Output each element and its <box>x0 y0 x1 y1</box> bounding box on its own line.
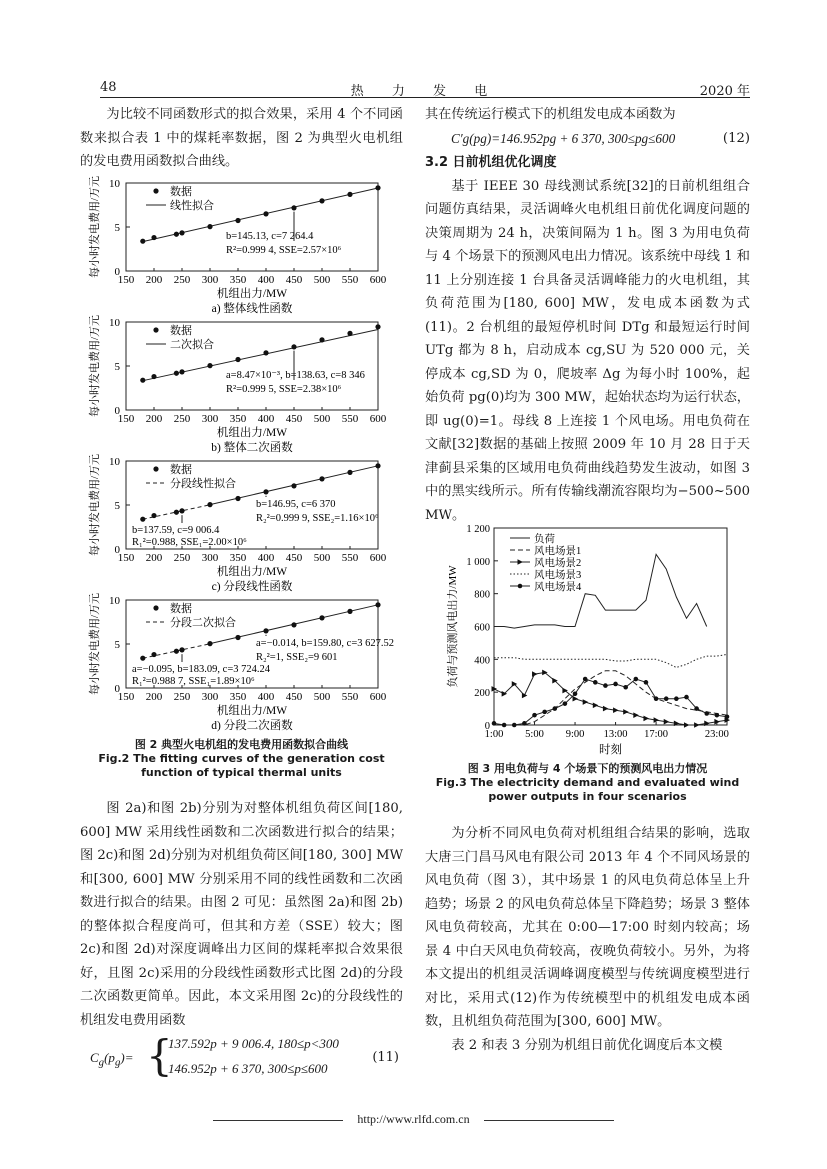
plot-frame <box>494 528 727 725</box>
legend-marker <box>153 188 158 193</box>
y-tick-label: 1 000 <box>466 556 490 568</box>
data-point <box>291 344 296 349</box>
y-tick-label: 1 200 <box>466 524 490 535</box>
data-point <box>235 357 240 362</box>
data-point <box>704 711 709 716</box>
data-point <box>603 683 608 688</box>
equation-12 <box>425 127 750 151</box>
data-point <box>725 714 730 719</box>
fit-params-seg2: b=146.95, c=6 370 <box>256 499 336 510</box>
data-point <box>151 235 156 240</box>
right-para2: 为分析不同风电负荷对机组组合结果的影响，选取大唐三门昌马风电有限公司 2013 年 4 个不同风场景的风电负荷（图 3），其中场景 1 的风电负荷总体呈上升趋势；场景 2 的风电负荷总体呈下降趋势；场景 3 整体风电负荷较高，尤其在 0:00—17:00 时刻内较高；场景 4 中白天风电负荷较高，夜晚负荷较小。另外，为将本文提出的机组灵活调峰调度模型与传统调度模型进行对比，采用式(12)作为传统模型中的机组发电成本函数，且机组负荷范围为[300, 600] MW。 <box>425 826 750 1029</box>
eq12-text: C′g(pg)=146.952pg + 6 370, 300≤pg≤600 <box>451 130 676 146</box>
data-point <box>593 680 598 685</box>
legend-line-label: 二次拟合 <box>170 339 214 351</box>
x-tick-label: 350 <box>229 274 247 286</box>
x-tick-label: 150 <box>117 691 135 703</box>
legend-marker <box>153 466 158 471</box>
x-tick-label: 450 <box>285 552 303 564</box>
x-tick-label: 9:00 <box>565 729 585 740</box>
data-point <box>375 602 380 607</box>
footer-rule-left <box>213 1120 343 1121</box>
data-point <box>291 622 296 627</box>
data-point <box>140 378 145 383</box>
fit-params-seg2: a=−0.014, b=159.80, c=3 627.52 <box>256 638 395 649</box>
y-tick-label: 5 <box>114 500 120 512</box>
data-point <box>207 363 212 368</box>
y-tick-label: 200 <box>474 688 490 700</box>
data-point <box>623 709 629 715</box>
data-point <box>319 476 324 481</box>
data-point <box>174 510 179 515</box>
x-tick-label: 1:00 <box>484 729 504 740</box>
data-point <box>573 696 579 702</box>
legend-label: 风电场景3 <box>534 570 582 581</box>
data-point <box>319 615 324 620</box>
data-point <box>375 463 380 468</box>
fig2-subplots <box>78 175 408 735</box>
subplot-2 <box>87 315 387 454</box>
data-point <box>347 470 352 475</box>
subplot-3 <box>87 454 387 593</box>
y-axis-label: 每小时发电费用/万元 <box>89 453 101 557</box>
x-axis-label: 机组出力/MW <box>216 427 288 439</box>
y-tick-label: 600 <box>474 622 490 634</box>
data-point <box>207 502 212 507</box>
fig3-caption-en: Fig.3 The electricity demand and evaluated wind power outputs in four scenarios <box>435 776 740 803</box>
legend-marker <box>518 559 524 565</box>
legend-label: 风电场景2 <box>534 558 582 569</box>
legend-line-label: 线性拟合 <box>170 200 214 212</box>
subplot-1 <box>87 176 387 315</box>
data-point <box>694 706 699 711</box>
data-point <box>634 677 639 682</box>
data-point <box>291 205 296 210</box>
y-tick-label: 10 <box>109 456 120 468</box>
data-point <box>633 712 639 718</box>
data-point <box>140 656 145 661</box>
data-point <box>263 628 268 633</box>
legend-line-label: 分段线性拟合 <box>170 478 236 490</box>
data-point <box>235 218 240 223</box>
data-point <box>263 489 268 494</box>
y-tick-label: 0 <box>484 721 490 732</box>
fig2-caption-en: Fig.2 The fitting curves of the generation cost function of typical thermal units <box>98 752 385 779</box>
fig3-chart <box>442 520 737 760</box>
x-axis-label: 时刻 <box>599 744 622 756</box>
fit-stats-seg2: R₂²=0.999 9, SSE₂=1.16×10⁶ <box>256 513 379 524</box>
fig3-caption <box>425 762 750 804</box>
fit-stats: R²=0.999 4, SSE=2.57×10⁶ <box>226 245 342 256</box>
data-point <box>502 723 507 728</box>
data-point <box>664 696 669 701</box>
data-point <box>532 713 537 718</box>
legend-label: 风电场景1 <box>534 546 582 557</box>
data-point <box>542 710 547 715</box>
page-number: 48 <box>100 80 117 95</box>
x-tick-label: 200 <box>145 691 163 703</box>
x-axis-label: 机组出力/MW <box>216 288 288 300</box>
x-tick-label: 300 <box>201 552 219 564</box>
subplot-caption: c) 分段线性函数 <box>211 581 293 593</box>
intro-paragraph: 为比较不同函数形式的拟合效果，采用 4 个不同函数来拟合表 1 中的煤耗率数据，图 2 为典型火电机组的发电费用函数拟合曲线。 <box>80 107 403 169</box>
x-tick-label: 250 <box>173 691 191 703</box>
legend-points-label: 数据 <box>170 603 192 615</box>
legend-marker <box>518 584 523 589</box>
data-point <box>179 369 184 374</box>
data-point <box>552 706 557 711</box>
data-point <box>644 680 649 685</box>
eq11-line1: 137.592p + 9 006.4, 180≤p<300 <box>168 1036 339 1051</box>
footer <box>0 1112 827 1127</box>
x-axis-label: 机组出力/MW <box>216 566 288 578</box>
x-tick-label: 23:00 <box>704 729 729 740</box>
fit-stats-seg1: R₁²=0.988, SSE₁=2.00×10⁶ <box>132 537 247 548</box>
right-para2-block <box>425 822 750 1057</box>
data-point <box>583 677 588 682</box>
x-tick-label: 200 <box>145 274 163 286</box>
data-point <box>492 721 497 726</box>
y-tick-label: 0 <box>114 544 120 556</box>
legend-line-label: 分段二次拟合 <box>170 617 236 629</box>
data-point <box>715 713 720 718</box>
x-tick-label: 450 <box>285 413 303 425</box>
legend-points-label: 数据 <box>170 325 192 337</box>
legend-points-label: 数据 <box>170 186 192 198</box>
y-tick-label: 5 <box>114 222 120 234</box>
data-point <box>207 224 212 229</box>
x-tick-label: 500 <box>313 274 331 286</box>
fit-params-seg1: a=−0.095, b=183.09, c=3 724.24 <box>132 664 271 675</box>
section-title: 3.2 日前机组优化调度 <box>425 154 557 170</box>
data-point <box>532 671 538 677</box>
y-tick-label: 5 <box>114 361 120 373</box>
x-axis-label: 机组出力/MW <box>216 705 288 717</box>
x-tick-label: 150 <box>117 413 135 425</box>
y-tick-label: 0 <box>114 405 120 417</box>
series-line-0 <box>494 554 707 628</box>
data-point <box>512 723 517 728</box>
page-header <box>100 80 750 98</box>
data-point <box>684 695 689 700</box>
x-tick-label: 500 <box>313 413 331 425</box>
series-line-1 <box>494 671 727 725</box>
plot-frame <box>126 322 378 410</box>
eq11-brace: { <box>146 1031 173 1080</box>
y-axis-label: 每小时发电费用/万元 <box>89 314 101 418</box>
footer-rule-right <box>484 1120 614 1121</box>
data-point <box>174 371 179 376</box>
data-point <box>174 232 179 237</box>
legend-label: 负荷 <box>534 534 555 545</box>
x-tick-label: 350 <box>229 552 247 564</box>
x-tick-label: 400 <box>257 413 275 425</box>
x-tick-label: 400 <box>257 691 275 703</box>
x-tick-label: 250 <box>173 413 191 425</box>
data-point <box>207 641 212 646</box>
y-tick-label: 5 <box>114 639 120 651</box>
data-point <box>347 331 352 336</box>
x-tick-label: 350 <box>229 691 247 703</box>
x-tick-label: 500 <box>313 552 331 564</box>
footer-url: http://www.rlfd.com.cn <box>357 1112 470 1126</box>
data-point <box>375 185 380 190</box>
x-tick-label: 300 <box>201 274 219 286</box>
fig2-caption <box>80 738 403 780</box>
data-point <box>593 703 599 709</box>
x-tick-label: 17:00 <box>644 729 669 740</box>
equation-11 <box>80 1032 403 1084</box>
y-tick-label: 10 <box>109 178 120 190</box>
x-tick-label: 600 <box>369 552 387 564</box>
fig3-caption-cn: 图 3 用电负荷与 4 个场景下的预测风电出力情况 <box>467 762 708 775</box>
y-tick-label: 10 <box>109 595 120 607</box>
y-axis-label: 负荷与预测风电出力/MW <box>447 565 459 688</box>
legend-label: 风电场景4 <box>534 582 582 593</box>
y-tick-label: 10 <box>109 317 120 329</box>
right-intro: 其在传统运行模式下的机组发电成本函数为 <box>425 107 676 122</box>
data-point <box>174 649 179 654</box>
year-label: 2020 年 <box>699 84 750 99</box>
journal-title: 热 力 发 电 <box>350 84 500 99</box>
left-para2: 图 2a)和图 2b)分别为对整体机组负荷区间[180, 600] MW 采用线性函数和二次函数进行拟合的结果；图 2c)和图 2d)分别为对机组负荷区间[180, 300] MW 和[300, 600] MW 分别采用不同的线性函数和二次函数进行拟合的结果。由图 2 可见：虽然图 2a)和图 2b)的整体拟合程度尚可，但其和方差（SSE）较大；图 2c)和图 2d)对深度调峰出力区间的煤耗率拟合效果很好，且图 2c)采用的分段线性函数形式比图 2d)的分段二次函数更简单。因此，本文采用图 2c)的分段线性的机组发电费用函数 <box>80 801 403 1028</box>
data-point <box>664 719 670 725</box>
data-point <box>151 374 156 379</box>
data-point <box>522 693 528 699</box>
subplot-4 <box>87 593 394 732</box>
x-tick-label: 150 <box>117 274 135 286</box>
x-tick-label: 250 <box>173 552 191 564</box>
data-point <box>694 722 700 728</box>
x-tick-label: 450 <box>285 274 303 286</box>
subplot-caption: b) 整体二次函数 <box>211 442 293 454</box>
x-tick-label: 550 <box>341 413 359 425</box>
eq12-number: (12) <box>722 130 750 146</box>
left-para2-block <box>80 797 403 1032</box>
series-line-3 <box>494 654 727 667</box>
y-axis-label: 每小时发电费用/万元 <box>89 592 101 696</box>
x-tick-label: 600 <box>369 274 387 286</box>
data-point <box>613 707 619 713</box>
data-point <box>583 699 589 705</box>
x-tick-label: 300 <box>201 413 219 425</box>
fig2-caption-cn: 图 2 典型火电机组的发电费用函数拟合曲线 <box>134 738 349 751</box>
fit-params-seg1: b=137.59, c=9 006.4 <box>132 525 220 536</box>
y-tick-label: 800 <box>474 589 490 601</box>
data-point <box>235 635 240 640</box>
x-tick-label: 300 <box>201 691 219 703</box>
eq11-line2: 146.952p + 6 370, 300≤p≤600 <box>168 1061 328 1076</box>
eq11-lhs: $C_g(p_g)=$ <box>90 1050 134 1069</box>
data-point <box>573 692 578 697</box>
y-tick-label: 0 <box>114 266 120 278</box>
eq11-number: (11) <box>372 1050 399 1065</box>
x-tick-label: 400 <box>257 274 275 286</box>
x-tick-label: 500 <box>313 691 331 703</box>
x-tick-label: 250 <box>173 274 191 286</box>
x-tick-label: 550 <box>341 552 359 564</box>
x-tick-label: 350 <box>229 413 247 425</box>
data-point <box>291 483 296 488</box>
x-tick-label: 600 <box>369 691 387 703</box>
subplot-caption: a) 整体线性函数 <box>211 303 293 315</box>
data-point <box>151 513 156 518</box>
data-point <box>623 685 628 690</box>
data-point <box>522 721 527 726</box>
y-tick-label: 0 <box>114 683 120 695</box>
data-point <box>235 496 240 501</box>
x-tick-label: 5:00 <box>525 729 544 740</box>
y-axis-label: 每小时发电费用/万元 <box>89 175 101 279</box>
data-point <box>684 722 690 728</box>
data-point <box>674 696 679 701</box>
data-point <box>654 696 659 701</box>
x-tick-label: 200 <box>145 552 163 564</box>
data-point <box>603 706 609 712</box>
fit-params: a=8.47×10⁻³, b=138.63, c=8 346 <box>226 370 365 381</box>
data-point <box>263 211 268 216</box>
legend-marker <box>153 327 158 332</box>
x-tick-label: 400 <box>257 552 275 564</box>
data-point <box>263 350 268 355</box>
fit-stats: R²=0.999 5, SSE=2.38×10⁶ <box>226 384 342 395</box>
data-point <box>140 517 145 522</box>
data-point <box>179 647 184 652</box>
data-point <box>179 230 184 235</box>
data-point <box>643 716 649 722</box>
subplot-caption: d) 分段二次函数 <box>211 720 293 732</box>
data-point <box>179 508 184 513</box>
fit-stats-seg2: R₂²=1, SSE₂=9 601 <box>256 652 338 663</box>
x-tick-label: 200 <box>145 413 163 425</box>
data-point <box>347 192 352 197</box>
data-point <box>347 609 352 614</box>
legend-points-label: 数据 <box>170 464 192 476</box>
data-point <box>319 337 324 342</box>
data-point <box>140 239 145 244</box>
fit-stats-seg1: R₁²=0.988 7, SSE₁=1.89×10⁶ <box>132 676 255 687</box>
data-point <box>319 198 324 203</box>
series-line-2 <box>494 673 727 726</box>
x-tick-label: 550 <box>341 691 359 703</box>
x-tick-label: 150 <box>117 552 135 564</box>
right-para1: 基于 IEEE 30 母线测试系统[32]的日前机组组合问题仿真结果，灵活调峰火电机组日前优化调度问题的决策周期为 24 h，决策间隔为 1 h。图 3 为用电负荷与 4 个场景下的预测风电出力情况。该系统中母线 1 和 11 上分别连接 1 台具备灵活调峰能力的火电机组，其负荷范围为[180, 600] MW，发电成本函数为式(11)。2 台机组的最短停机时间 DTg 和最短运行时间 UTg 都为 8 h，启动成本 cg,SU 为 520 000 元，关停成本 cg,SD 为 0，爬坡率 Δg 为每小时 100%，起始负荷 pg(0)均为 300 MW，起始状态均为运行状态，即 ug(0)=1。母线 8 上连接 1 个风电场。用电负荷在文献[32]数据的基础上按照 2009 年 10 月 28 日于天津蓟县采集的区域用电负荷曲线趋势发生波动，如图 3 中的黑实线所示。所有传输线潮流容限均为−500~500 MW。 <box>425 178 750 523</box>
x-tick-label: 13:00 <box>603 729 628 740</box>
right-para3: 表 2 和表 3 分别为机组日前优化调度后本文模 <box>451 1037 723 1053</box>
legend-marker <box>153 605 158 610</box>
data-point <box>151 652 156 657</box>
x-tick-label: 450 <box>285 691 303 703</box>
x-tick-label: 600 <box>369 413 387 425</box>
right-column <box>425 103 750 527</box>
data-point <box>375 324 380 329</box>
left-column <box>80 103 403 174</box>
data-point <box>563 701 568 706</box>
x-tick-label: 550 <box>341 274 359 286</box>
y-tick-label: 400 <box>474 655 490 667</box>
data-point <box>613 682 618 687</box>
fit-params: b=145.13, c=7 264.4 <box>226 231 314 242</box>
